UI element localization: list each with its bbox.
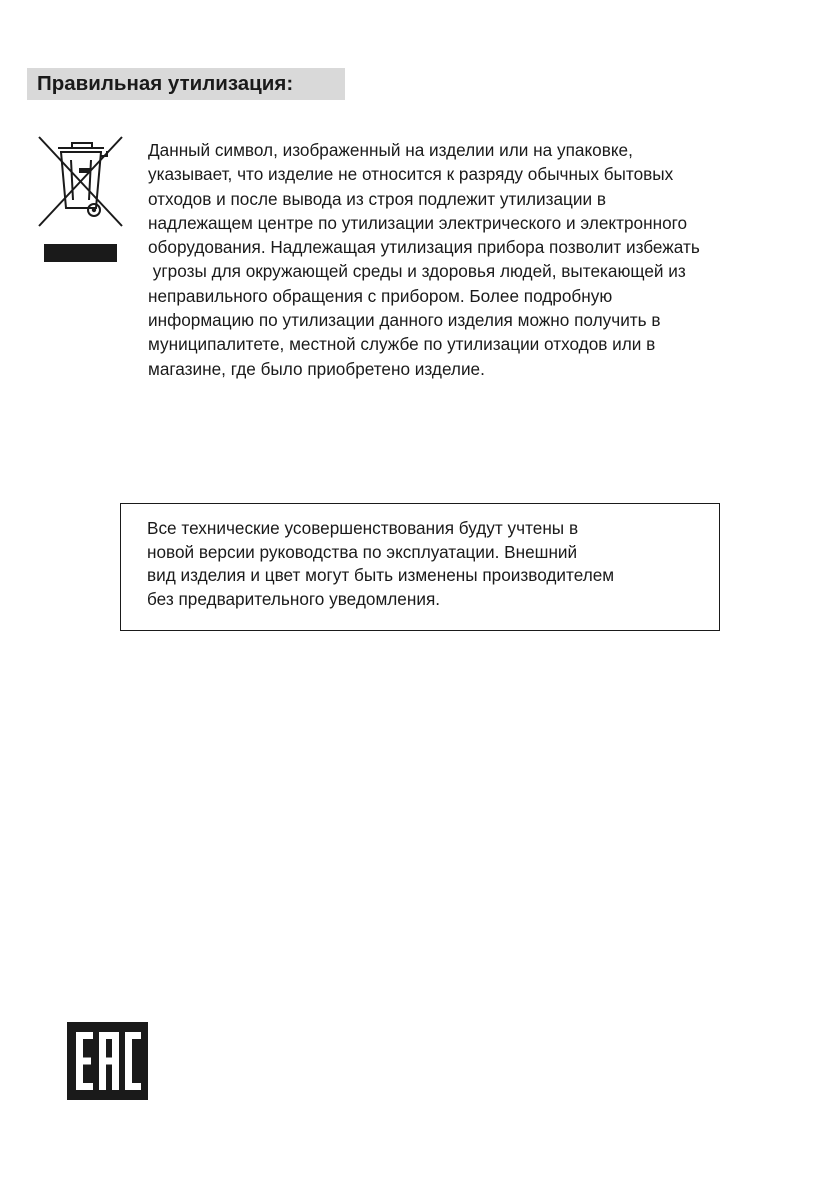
notice-paragraph xyxy=(147,517,614,611)
paragraph-line: магазине, где было приобретено изделие. xyxy=(148,358,485,379)
notice-box xyxy=(120,503,720,631)
notice-line: без предварительного уведомления. xyxy=(147,588,441,609)
paragraph-line: Данный символ, изображенный на изделии или на упаковке, xyxy=(148,140,633,160)
weee-crossed-bin-icon xyxy=(36,134,126,266)
disposal-paragraph xyxy=(148,138,808,381)
eac-certification-icon xyxy=(67,1022,148,1100)
paragraph-line: информацию по утилизации данного изделия можно получить в xyxy=(148,310,661,331)
paragraph-line: отходов и после вывода из строя подлежит утилизации в xyxy=(148,188,606,209)
section-heading: Правильная утилизация: xyxy=(27,68,345,100)
paragraph-line: надлежащем центре по утилизации электрического и электронного xyxy=(148,212,688,233)
notice-line: Все технические усовершенствования будут учтены в xyxy=(147,518,579,538)
paragraph-line: оборудования. Надлежащая утилизация прибора позволит избежать xyxy=(148,237,700,258)
paragraph-line: указывает, что изделие не относится к разряду обычных бытовых xyxy=(148,164,674,185)
paragraph-line: неправильного обращения с прибором. Более подробную xyxy=(148,285,613,306)
notice-line: новой версии руководства по эксплуатации. Внешний xyxy=(147,541,578,562)
notice-line: вид изделия и цвет могут быть изменены производителем xyxy=(147,565,615,585)
paragraph-line: муниципалитете, местной службе по утилизации отходов или в xyxy=(148,334,656,355)
paragraph-line: угрозы для окружающей среды и здоровья людей, вытекающей из xyxy=(148,261,686,282)
